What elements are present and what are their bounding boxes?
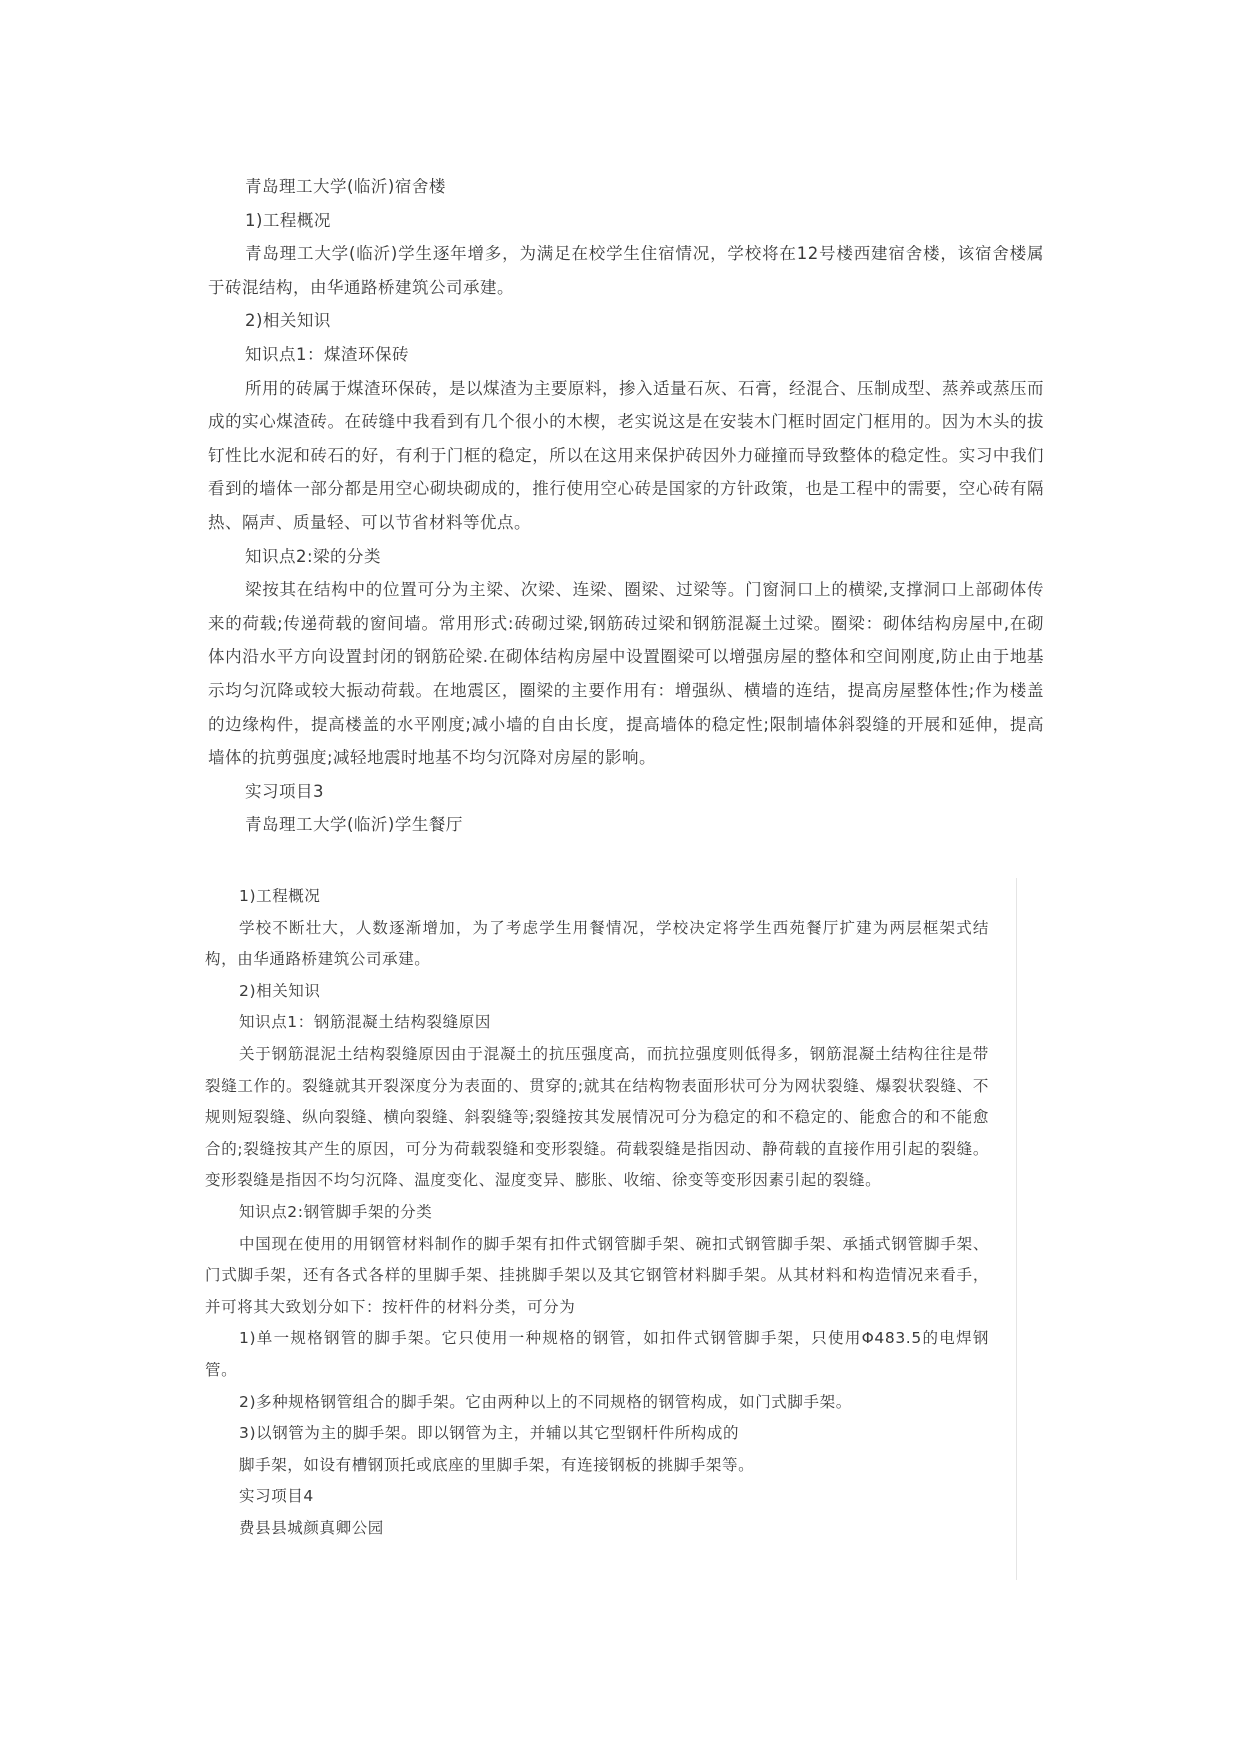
heading-internship-project-3: 实习项目3 bbox=[245, 781, 324, 801]
subheading-knowledge-point-2: 知识点2:钢管脚手架的分类 bbox=[239, 1202, 433, 1221]
paragraph-project-overview: 学校不断壮大，人数逐渐增加，为了考虑学生用餐情况，学校决定将学生西苑餐厅扩建为两层框架式结构，由华通路桥建筑公司承建。 bbox=[205, 918, 989, 969]
list-item-scaffold-type-3: 3)以钢管为主的脚手架。即以钢管为主，并辅以其它型钢杆件所构成的 bbox=[239, 1424, 740, 1443]
column-divider bbox=[1016, 878, 1017, 1580]
subheading-related-knowledge: 2)相关知识 bbox=[239, 981, 321, 1000]
subheading-knowledge-point-1: 知识点1：煤渣环保砖 bbox=[245, 344, 409, 364]
heading-student-canteen: 青岛理工大学(临沂)学生餐厅 bbox=[245, 815, 463, 835]
subheading-project-overview: 1)工程概况 bbox=[239, 887, 321, 905]
paragraph-cinder-brick: 所用的砖属于煤渣环保砖，是以煤渣为主要原料，掺入适量石灰、石膏，经混合、压制成型、蒸养或蒸压而成的实心煤渣砖。在砖缝中我看到有几个很小的木楔，老实说这是在安装木门框时固定门框用的。因为木头的拔钉性比水泥和砖石的好，有利于门框的稳定，所以在这用来保护砖因外力碰撞而导致整体的稳定性。实习中我们看到的墙体一部分都是用空心砌块砌成的，推行使用空心砖是国家的方针政策，也是工程中的需要，空心砖有隔热、隔声、质量轻、可以节省材料等优点。 bbox=[208, 378, 1044, 532]
list-item-scaffold-type-2: 2)多种规格钢管组合的脚手架。它由两种以上的不同规格的钢管构成，如门式脚手架。 bbox=[239, 1392, 852, 1411]
document-section-dormitory bbox=[208, 170, 1044, 842]
paragraph-scaffold-classification: 中国现在使用的用钢管材料制作的脚手架有扣件式钢管脚手架、碗扣式钢管脚手架、承插式钢管脚手架、门式脚手架，还有各式各样的里脚手架、挂挑脚手架以及其它钢管材料脚手架。从其材料和构造情况来看手，并可将其大致划分如下：按杆件的材料分类，可分为 bbox=[205, 1234, 989, 1316]
list-item-scaffold-type-1: 1)单一规格钢管的脚手架。它只使用一种规格的钢管，如扣件式钢管脚手架，只使用Φ483.5的电焊钢管。 bbox=[205, 1329, 989, 1379]
heading-yan-zhenqing-park: 费县县城颜真卿公园 bbox=[239, 1518, 384, 1537]
subheading-related-knowledge: 2)相关知识 bbox=[245, 311, 331, 331]
subheading-project-overview: 1)工程概况 bbox=[245, 210, 331, 230]
paragraph-beam-classification: 梁按其在结构中的位置可分为主梁、次梁、连梁、圈梁、过梁等。门窗洞口上的横梁,支撑洞口上部砌体传来的荷载;传递荷载的窗间墙。常用形式:砖砌过梁,钢筋砖过梁和钢筋混凝土过梁。圈梁：砌体结构房屋中,在砌体内沿水平方向设置封闭的钢筋砼梁.在砌体结构房屋中设置圈梁可以增强房屋的整体和空间刚度,防止由于地基示均匀沉降或较大振动荷载。在地震区，圈梁的主要作用有：增强纵、横墙的连结，提高房屋整体性;作为楼盖的边缘构件，提高楼盖的水平刚度;减小墙的自由长度，提高墙体的稳定性;限制墙体斜裂缝的开展和延伸，提高墙体的抗剪强度;减轻地震时地基不均匀沉降对房屋的影响。 bbox=[208, 580, 1044, 768]
subheading-knowledge-point-1: 知识点1：钢筋混凝土结构裂缝原因 bbox=[239, 1013, 491, 1032]
heading-internship-project-4: 实习项目4 bbox=[239, 1487, 314, 1506]
paragraph-crack-causes: 关于钢筋混泥土结构裂缝原因由于混凝土的抗压强度高，而抗拉强度则低得多，钢筋混凝土结构往往是带裂缝工作的。裂缝就其开裂深度分为表面的、贯穿的;就其在结构物表面形状可分为网状裂缝、爆裂状裂缝、不规则短裂缝、纵向裂缝、横向裂缝、斜裂缝等;裂缝按其发展情况可分为稳定的和不稳定的、能愈合的和不能愈合的;裂缝按其产生的原因，可分为荷载裂缝和变形裂缝。荷载裂缝是指因动、静荷载的直接作用引起的裂缝。变形裂缝是指因不均匀沉降、温度变化、湿度变异、膨胀、收缩、徐变等变形因素引起的裂缝。 bbox=[205, 1044, 989, 1190]
document-section-canteen bbox=[205, 881, 989, 1544]
subheading-knowledge-point-2: 知识点2:梁的分类 bbox=[245, 546, 382, 566]
paragraph-scaffold-type-3-continued: 脚手架，如设有槽钢顶托或底座的里脚手架，有连接钢板的挑脚手架等。 bbox=[239, 1455, 755, 1474]
heading-dormitory: 青岛理工大学(临沂)宿舍楼 bbox=[245, 177, 446, 196]
paragraph-project-overview: 青岛理工大学(临沂)学生逐年增多，为满足在校学生住宿情况，学校将在12号楼西建宿舍楼，该宿舍楼属于砖混结构，由华通路桥建筑公司承建。 bbox=[208, 244, 1044, 297]
